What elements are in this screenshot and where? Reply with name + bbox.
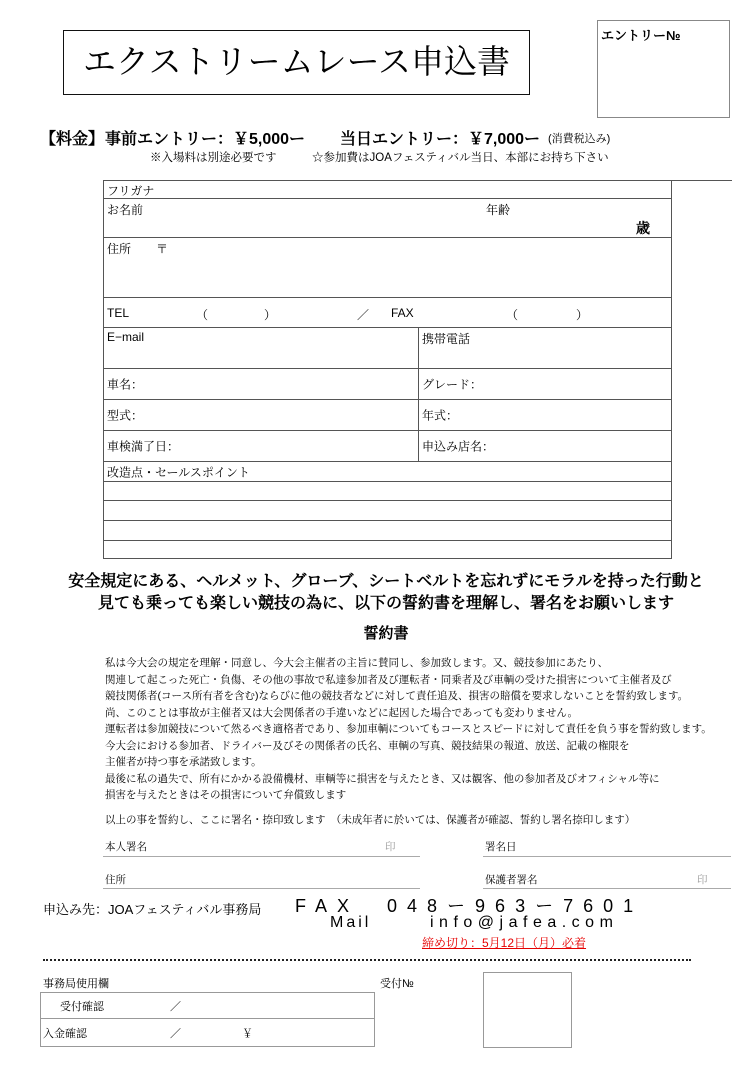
title-box — [63, 30, 530, 95]
self-signature-line[interactable] — [103, 856, 420, 857]
furigana-label: フリガナ — [107, 184, 155, 198]
pledge-line: 関連して起こった死亡・負傷、その他の事故で私達参加者及び運転者・同乗者及び車輌の受けた損害について主催者及び — [105, 673, 672, 686]
form-row-tel-fax[interactable] — [104, 298, 671, 328]
fee-label: 【料金】 — [40, 131, 105, 148]
pledge-line: 損害を与えたときはその損害について弁償致します — [105, 789, 347, 801]
model-field[interactable] — [104, 400, 419, 430]
safety-notice-line: 安全規定にある、ヘルメット、グローブ、シートベルトを忘れずにモラルを持った行動と — [68, 573, 704, 590]
fee-tax-note: (消費税込み) — [548, 133, 611, 145]
age-label: 年齢 — [486, 203, 511, 217]
receipt-check-slash: ／ — [170, 1000, 181, 1013]
entry-number-label: エントリー№ — [601, 28, 681, 43]
guardian-signature-line[interactable] — [483, 888, 731, 889]
fax-number: FAX 048ー963ー7601 — [295, 896, 644, 916]
form-row-car-grade — [104, 369, 671, 400]
pledge-line: 尚、このことは事故が主催者又は大会関係者の手違いなどに起因した場合であっても変わりません。 — [105, 706, 579, 719]
modifications-blank-line[interactable] — [104, 521, 671, 541]
tel-paren-open: （ — [196, 308, 209, 322]
mobile-label: 携帯電話 — [422, 332, 471, 346]
pledge-line: 主催者が持つ事を承諾致します。 — [105, 756, 262, 768]
receipt-number-box[interactable] — [483, 972, 572, 1048]
mail-label: Mail — [330, 914, 372, 931]
email-field[interactable] — [104, 328, 419, 368]
modifications-blank-line[interactable] — [104, 501, 671, 521]
page-title: エクストリームレース申込書 — [82, 43, 511, 80]
grade-label: グレード： — [422, 377, 483, 392]
payment-yen-mark: ￥ — [242, 1027, 253, 1040]
seal-mark: 印 — [697, 874, 708, 886]
pledge-text — [105, 655, 745, 804]
form-row-furigana[interactable] — [104, 181, 671, 199]
tel-paren-close: ） — [264, 308, 277, 322]
receipt-check-row[interactable] — [41, 993, 374, 1019]
car-name-label: 車名： — [107, 377, 144, 392]
modifications-blank-line[interactable] — [104, 541, 671, 558]
shop-name-label: 申込み店名： — [422, 439, 495, 454]
postal-mark: 〒 — [156, 242, 169, 256]
grade-field[interactable] — [419, 369, 671, 399]
pledge-title: 誓約書 — [363, 625, 409, 642]
signature-address-label: 住所 — [105, 874, 126, 886]
form-row-model-year — [104, 400, 671, 431]
email-label: E−mail — [107, 330, 145, 344]
pledge-line: 最後に私の過失で、所有にかかる設備機材、車輌等に損害を与えたとき、又は観客、他の参加者及びオフィシャル等に — [105, 772, 660, 785]
pledge-line: 競技関係者(コース所有者を含む)ならびに他の競技者などに対して責任追及、損害の賠償を要求しないことを誓約致します。 — [105, 690, 689, 702]
signature-address-line[interactable] — [103, 888, 420, 889]
seal-mark: 印 — [385, 841, 396, 853]
tel-fax-slash: ／ — [357, 308, 370, 322]
address-label: 住所 — [107, 242, 132, 256]
pledge-line: 運転者は参加競技について然るべき適格者であり、参加車輌についてもコースとスピードに対して責任を負う事を誓約致します。 — [105, 723, 712, 735]
signature-date-line[interactable] — [483, 856, 731, 857]
fax-paren-close: ） — [576, 308, 589, 322]
inspection-date-label: 車検満了日： — [107, 439, 180, 454]
model-label: 型式： — [107, 408, 144, 423]
modifications-label: 改造点・セールスポイント — [107, 465, 250, 479]
shop-name-field[interactable] — [419, 431, 671, 461]
tel-label: TEL — [107, 306, 130, 320]
guardian-signature-label: 保護者署名 — [485, 874, 538, 886]
year-field[interactable] — [419, 400, 671, 430]
fee-advance-entry: 事前エントリー：￥5,000ー — [105, 131, 306, 148]
payment-check-label: 入金確認 — [43, 1027, 87, 1040]
fax-label: FAX — [391, 306, 414, 320]
pledge-closing: 以上の事を誓約し、ここに署名・捺印致します （未成年者に於いては、保護者が確認、誓約し署名捺印します） — [105, 814, 636, 826]
form-row-inspection-shop — [104, 431, 671, 462]
name-label: お名前 — [107, 203, 144, 217]
pledge-line: 今大会における参加者、ドライバー及びその関係者の氏名、車輌の写真、競技結果の報道、放送、記載の権限を — [105, 739, 630, 752]
safety-notice-line: 見ても乗っても楽しい競技の為に、以下の誓約書を理解し、署名をお願いします — [97, 595, 674, 612]
form-row-name[interactable] — [104, 199, 671, 238]
form-row-email-mobile — [104, 328, 671, 369]
entry-number-box[interactable] — [597, 20, 730, 118]
cut-line-divider — [43, 959, 691, 961]
submission-destination: 申込み先：JOAフェスティバル事務局 — [43, 902, 262, 917]
car-name-field[interactable] — [104, 369, 419, 399]
mail-address: info@jafea.com — [430, 914, 619, 931]
fax-paren-open: （ — [506, 308, 519, 322]
form-row-address[interactable] — [104, 238, 671, 298]
self-signature-label: 本人署名 — [105, 841, 147, 853]
fee-same-day-entry: 当日エントリー：￥7,000ー — [340, 131, 541, 148]
modifications-blank-line[interactable] — [104, 482, 671, 501]
age-unit: 歳 — [636, 220, 650, 236]
payment-check-slash: ／ — [170, 1027, 181, 1040]
form-top-rule-extension — [672, 180, 732, 181]
payment-note: ☆参加費はJOAフェスティバル当日、本部にお持ち下さい — [312, 152, 609, 164]
deadline-notice: 締め切り：5月12日（月）必着 — [422, 936, 587, 950]
receipt-number-label: 受付№ — [380, 978, 414, 990]
year-label: 年式： — [422, 408, 459, 423]
office-use-label: 事務局使用欄 — [43, 978, 109, 990]
admission-note: ※入場料は別途必要です — [150, 152, 277, 164]
receipt-check-label: 受付確認 — [60, 1000, 104, 1013]
payment-check-row[interactable] — [41, 1019, 374, 1046]
form-row-modifications[interactable] — [104, 462, 671, 482]
entry-form-table — [103, 180, 672, 559]
inspection-date-field[interactable] — [104, 431, 419, 461]
signature-date-label: 署名日 — [485, 841, 517, 853]
mobile-field[interactable] — [419, 328, 671, 368]
pledge-line: 私は今大会の規定を理解・同意し、今大会主催者の主旨に賛同し、参加致します。又、競技参加にあたり、 — [105, 657, 609, 669]
office-check-table — [40, 992, 375, 1047]
